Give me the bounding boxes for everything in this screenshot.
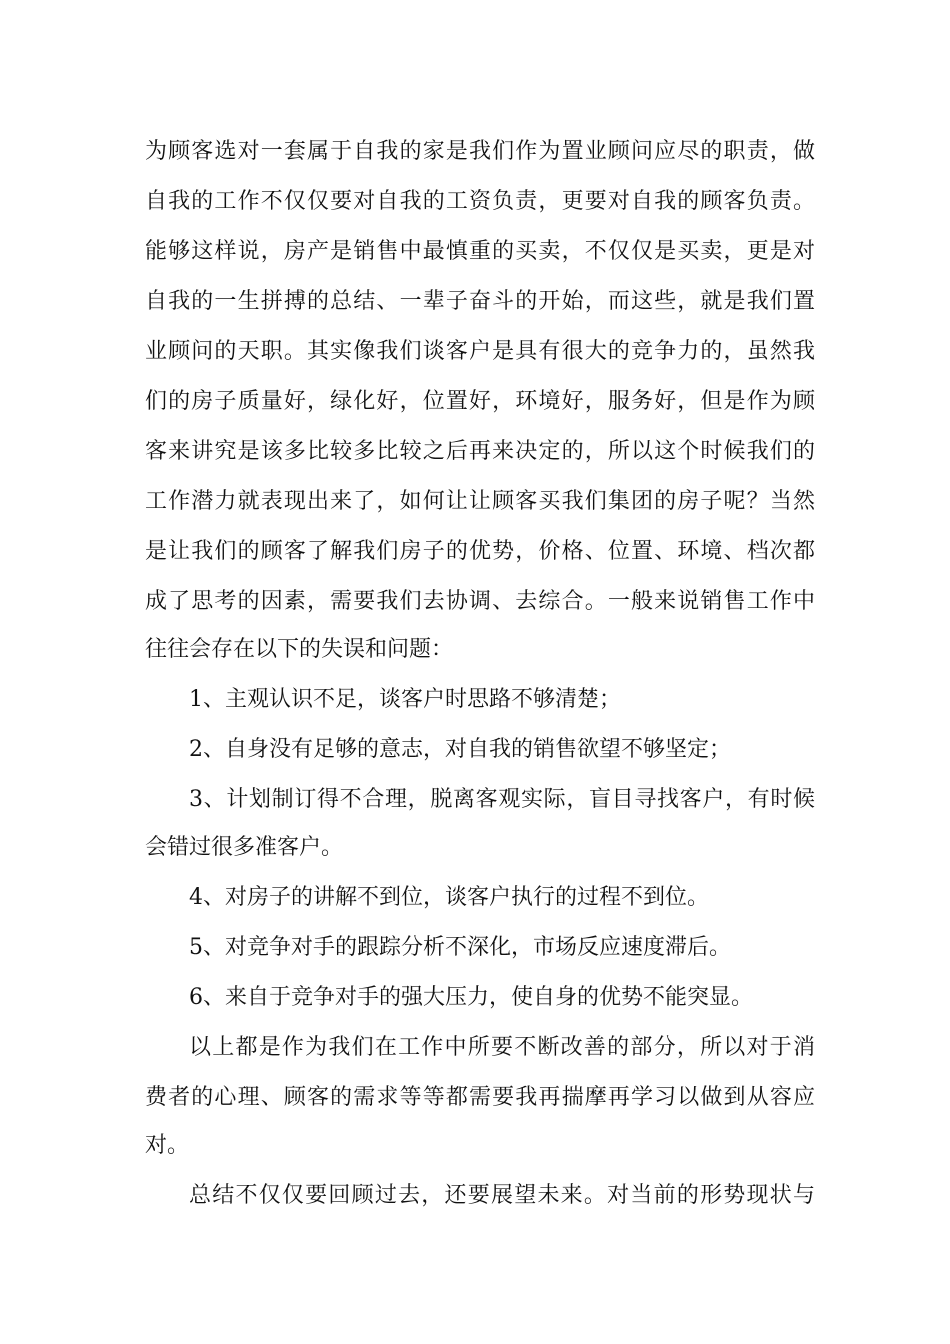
text-line: 工作潜力就表现出来了，如何让让顾客买我们集团的房子呢？当然 — [145, 489, 815, 514]
list-item: 1、主观认识不足，谈客户时思路不够清楚； — [189, 687, 621, 712]
list-item: 3、计划制订得不合理，脱离客观实际，盲目寻找客户，有时候 — [189, 787, 815, 812]
text-line: 是让我们的顾客了解我们房子的优势，价格、位置、环境、档次都 — [145, 539, 815, 564]
text-line: 会错过很多准客户。 — [145, 835, 344, 860]
list-item: 4、对房子的讲解不到位，谈客户执行的过程不到位。 — [189, 885, 709, 910]
text-line: 能够这样说，房产是销售中最慎重的买卖，不仅仅是买卖，更是对 — [145, 239, 815, 264]
list-item: 2、自身没有足够的意志，对自我的销售欲望不够坚定； — [189, 737, 731, 762]
text-line: 往往会存在以下的失误和问题： — [145, 637, 454, 662]
text-line: 费者的心理、顾客的需求等等都需要我再揣摩再学习以做到从容应 — [145, 1085, 815, 1110]
text-line: 对。 — [145, 1133, 190, 1158]
text-line: 为顾客选对一套属于自我的家是我们作为置业顾问应尽的职责，做 — [145, 139, 815, 164]
text-line: 自我的工作不仅仅要对自我的工资负责，更要对自我的顾客负责。 — [145, 189, 815, 214]
paragraph-line: 以上都是作为我们在工作中所要不断改善的部分，所以对于消 — [189, 1035, 815, 1060]
text-line: 成了思考的因素，需要我们去协调、去综合。一般来说销售工作中 — [145, 589, 815, 614]
text-line: 们的房子质量好，绿化好，位置好，环境好，服务好，但是作为顾 — [145, 389, 815, 414]
text-line: 自我的一生拼搏的总结、一辈子奋斗的开始，而这些，就是我们置 — [145, 289, 815, 314]
list-item: 5、对竞争对手的跟踪分析不深化，市场反应速度滞后。 — [189, 935, 731, 960]
text-line: 业顾问的天职。其实像我们谈客户是具有很大的竞争力的，虽然我 — [145, 339, 815, 364]
text-line: 客来讲究是该多比较多比较之后再来决定的，所以这个时候我们的 — [145, 439, 815, 464]
paragraph-line: 总结不仅仅要回顾过去，还要展望未来。对当前的形势现状与 — [189, 1183, 815, 1208]
list-item: 6、来自于竞争对手的强大压力，使自身的优势不能突显。 — [189, 985, 753, 1010]
